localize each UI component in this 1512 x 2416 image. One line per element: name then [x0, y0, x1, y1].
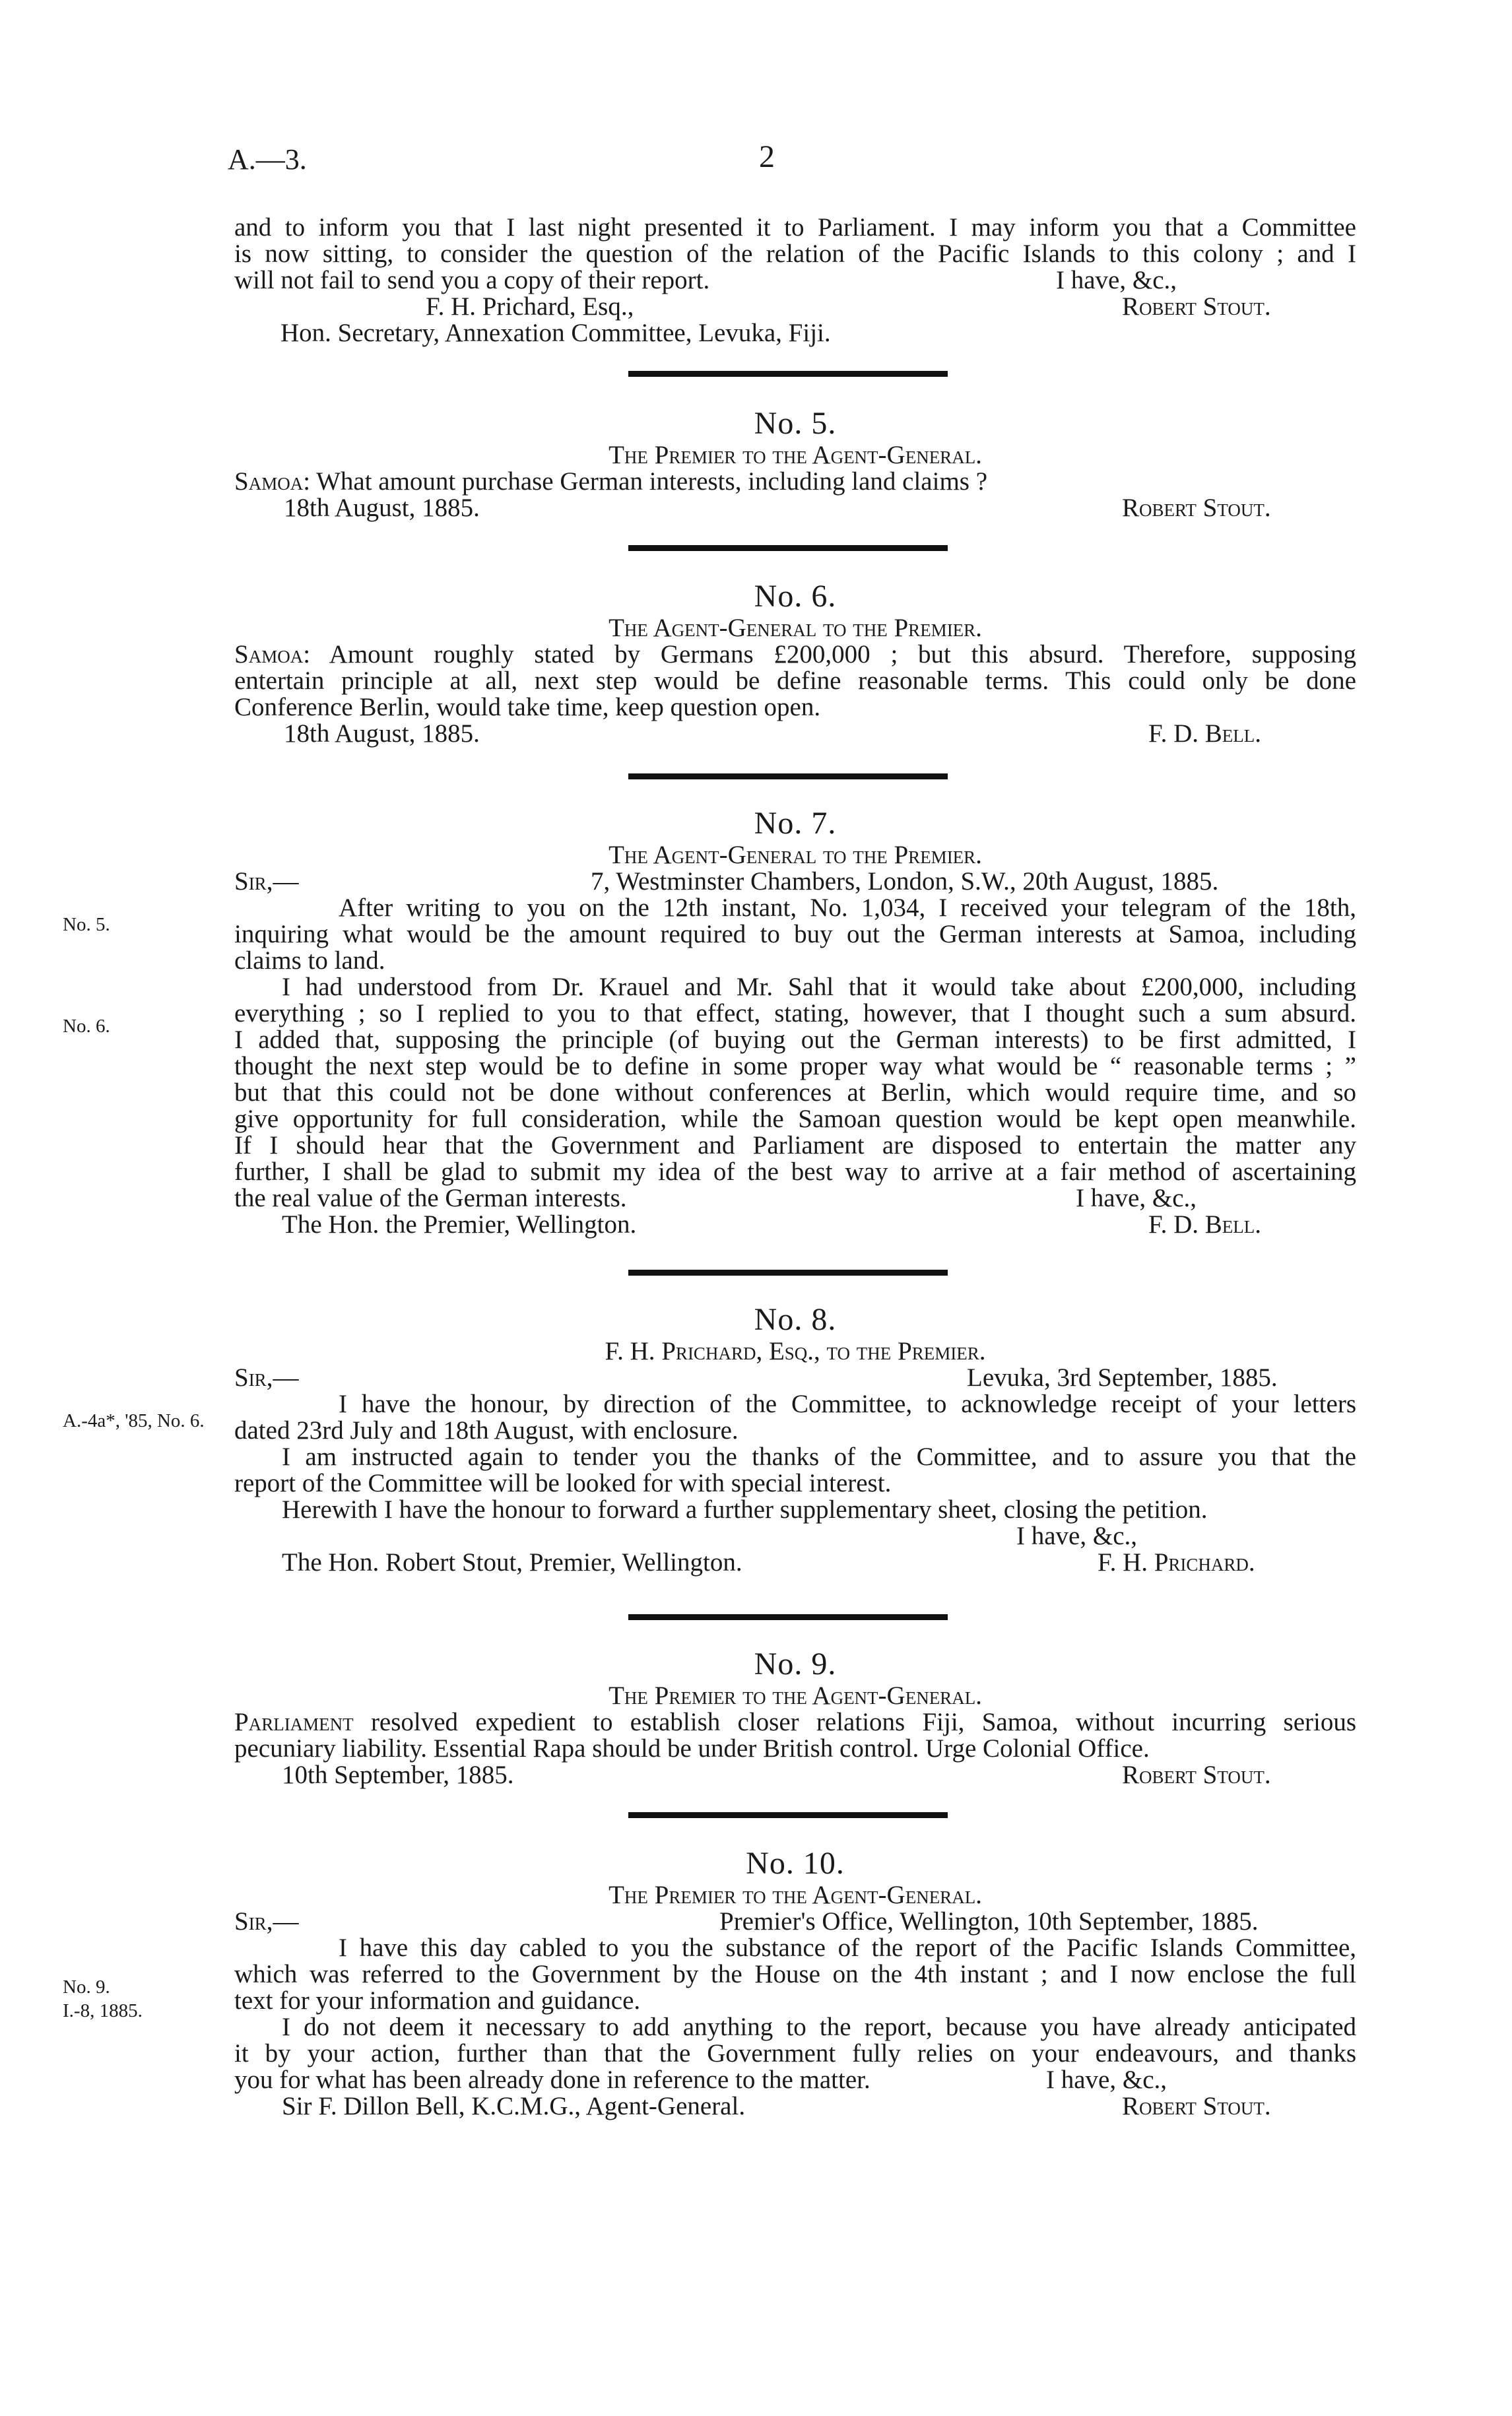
- paragraph-line: I do not deem it necessary to add anything to the report, because you have already anticipated: [282, 2013, 1356, 2041]
- closing-row: [234, 2067, 1356, 2093]
- letter-number: No. 6.: [754, 579, 837, 614]
- section-divider: [628, 371, 948, 377]
- salutation: Sir,—: [234, 867, 299, 896]
- intro-last-row: [234, 267, 1356, 294]
- section-divider: [628, 773, 948, 779]
- salutation-row: [234, 868, 1356, 895]
- paragraph-line: If I should hear that the Government and Parliament are disposed to entertain the matter any: [234, 1131, 1356, 1159]
- page-number: 2: [759, 139, 775, 174]
- signature: Robert Stout.: [1122, 292, 1271, 321]
- section-divider: [628, 1812, 948, 1818]
- paragraph-line: report of the Committee will be looked for with special interest.: [234, 1469, 892, 1497]
- letter-address: 7, Westminster Chambers, London, S.W., 20th August, 1885.: [591, 867, 1219, 896]
- letter-no-9: [234, 1646, 1356, 1788]
- letter-no-7: [234, 805, 1356, 1238]
- paragraph-line: Herewith I have the honour to forward a further supplementary sheet, closing the petition.: [282, 1495, 1208, 1524]
- letter-number: No. 9.: [754, 1647, 837, 1681]
- date-sign-row: [234, 721, 1356, 747]
- letter-heading: The Agent-General to the Premier.: [608, 614, 982, 642]
- paragraph-line: give opportunity for full consideration, while the Samoan question would be kept open meanwhile.: [234, 1105, 1356, 1133]
- closing-text: I have, &c.,: [1076, 1184, 1197, 1212]
- margin-note: No. 5.: [63, 914, 110, 935]
- paragraph-line: you for what has been already done in reference to the matter.: [234, 2066, 871, 2094]
- paragraph-line: thought the next step would be to define in some proper way what would be “ reasonable terms ; ”: [234, 1052, 1356, 1080]
- section-divider: [628, 1270, 948, 1276]
- paragraph-line: text for your information and guidance.: [234, 1986, 641, 2015]
- intro-last-line: will not fail to send you a copy of their report.: [234, 266, 710, 294]
- date-sign-row: [234, 1762, 1356, 1788]
- letter-date: 18th August, 1885.: [284, 719, 480, 748]
- page-ref: A.—3.: [228, 143, 307, 176]
- letter-no-10: [234, 1845, 1356, 2120]
- paragraph-line: dated 23rd July and 18th August, with enclosure.: [234, 1416, 739, 1445]
- closing-row: [234, 1185, 1356, 1212]
- paragraph-line: I have the honour, by direction of the Committee, to acknowledge receipt of your letters: [339, 1390, 1356, 1418]
- date-sign-row: [234, 2093, 1356, 2120]
- addressee: The Hon. the Premier, Wellington.: [282, 1210, 637, 1239]
- paragraph-line: the real value of the German interests.: [234, 1184, 627, 1212]
- salutation-row: [234, 1365, 1356, 1391]
- margin-note: No. 6.: [63, 1016, 110, 1037]
- letter-number: No. 7.: [754, 806, 837, 841]
- paragraph-line: inquiring what would be the amount required to buy out the German interests at Samoa, including: [234, 920, 1356, 948]
- addressee: Sir F. Dillon Bell, K.C.M.G., Agent-General.: [282, 2092, 746, 2120]
- letter-no-5: [234, 405, 1356, 521]
- date-sign-row: [234, 495, 1356, 521]
- signature: Robert Stout.: [1122, 494, 1271, 522]
- closing-text: I have, &c.,: [1056, 266, 1177, 294]
- telegram-subject: Samoa: [234, 467, 304, 496]
- salutation: Sir,—: [234, 1907, 299, 1936]
- telegram-text: : Amount roughly stated by Germans £200,000 ; but this absurd. Therefore, supposing: [303, 640, 1356, 669]
- letter-no-8: [234, 1301, 1356, 1576]
- paragraph-line: it by your action, further than that the Government fully relies on your endeavours, and thanks: [234, 2039, 1356, 2068]
- letter-number: No. 10.: [746, 1846, 845, 1881]
- addressee-title: Hon. Secretary, Annexation Committee, Levuka, Fiji.: [280, 319, 831, 347]
- date-sign-row: [234, 1550, 1356, 1576]
- letter-number: No. 5.: [754, 406, 837, 441]
- telegram-subject: Parliament: [234, 1708, 354, 1736]
- telegram-line: [234, 641, 1356, 668]
- date-sign-row: [234, 1212, 1356, 1238]
- margin-note: No. 9.: [63, 1976, 110, 1998]
- letter-heading: The Agent-General to the Premier.: [608, 841, 982, 869]
- salutation: Sir,—: [234, 1363, 299, 1392]
- letter-address: Levuka, 3rd September, 1885.: [967, 1363, 1278, 1392]
- addressee: The Hon. Robert Stout, Premier, Wellington.: [282, 1548, 742, 1577]
- letter-date: 10th September, 1885.: [282, 1761, 514, 1789]
- paragraph-line: I am instructed again to tender you the thanks of the Committee, and to assure you that the: [282, 1443, 1356, 1471]
- closing-text: I have, &c.,: [1016, 1522, 1138, 1550]
- signature: F. D. Bell.: [1148, 719, 1261, 748]
- paragraph-line: I have this day cabled to you the substance of the report of the Pacific Islands Committee,: [339, 1934, 1356, 1962]
- letter-date: 18th August, 1885.: [284, 494, 480, 522]
- telegram-text: : What amount purchase German interests, including land claims ?: [303, 467, 988, 496]
- margin-note: A.-4a*, '85, No. 6.: [63, 1410, 205, 1431]
- telegram-line: Conference Berlin, would take time, keep question open.: [234, 693, 821, 721]
- signature: F. H. Prichard.: [1098, 1548, 1255, 1577]
- telegram-line: [234, 469, 1356, 495]
- paragraph-line: further, I shall be glad to submit my idea of the best way to arrive at a fair method of ascertaining: [234, 1158, 1356, 1186]
- section-divider: [628, 1614, 948, 1620]
- letter-heading: The Premier to the Agent-General.: [608, 1881, 982, 1909]
- paragraph-line: I had understood from Dr. Krauel and Mr. Sahl that it would take about £200,000, including: [282, 973, 1356, 1001]
- letter-number: No. 8.: [754, 1302, 837, 1337]
- section-divider: [628, 545, 948, 551]
- signature: F. D. Bell.: [1148, 1210, 1261, 1239]
- telegram-line: [234, 1709, 1356, 1736]
- letter-heading: F. H. Prichard, Esq., to the Premier.: [605, 1337, 986, 1365]
- telegram-line: entertain principle at all, next step would be define reasonable terms. This could only be done: [234, 667, 1356, 695]
- intro-line: and to inform you that I last night presented it to Parliament. I may inform you that a Committee: [234, 213, 1356, 242]
- paragraph-line: but that this could not be done without conferences at Berlin, which would require time, and so: [234, 1078, 1356, 1107]
- telegram-text: resolved expedient to establish closer relations Fiji, Samoa, without incurring serious: [353, 1708, 1356, 1736]
- letter-heading: The Premier to the Agent-General.: [608, 1681, 982, 1710]
- paragraph-line: which was referred to the Government by the House on the 4th instant ; and I now enclose the full: [234, 1960, 1356, 1988]
- intro-line: is now sitting, to consider the question of the relation of the Pacific Islands to this colony ; and I: [234, 240, 1356, 268]
- intro-section: [234, 214, 1356, 346]
- signature: Robert Stout.: [1122, 1761, 1271, 1789]
- margin-note: I.-8, 1885.: [63, 2000, 143, 2021]
- letter-address: Premier's Office, Wellington, 10th September, 1885.: [719, 1907, 1259, 1936]
- paragraph-line: everything ; so I replied to you to that effect, stating, however, that I thought such a sum absurd.: [234, 999, 1356, 1028]
- addressee: F. H. Prichard, Esq.,: [426, 292, 634, 321]
- letter-heading: The Premier to the Agent-General.: [608, 441, 982, 469]
- letter-no-6: [234, 578, 1356, 747]
- salutation-row: [234, 1909, 1356, 1935]
- telegram-subject: Samoa: [234, 640, 304, 669]
- paragraph-line: claims to land.: [234, 946, 385, 975]
- closing-text: I have, &c.,: [1046, 2066, 1167, 2094]
- paragraph-line: I added that, supposing the principle (of buying out the German interests) to be first admitted, I: [234, 1026, 1356, 1054]
- paragraph-line: After writing to you on the 12th instant, No. 1,034, I received your telegram of the 18th,: [339, 894, 1356, 922]
- signature: Robert Stout.: [1122, 2092, 1271, 2120]
- intro-sign-row: [234, 294, 1356, 320]
- telegram-line: pecuniary liability. Essential Rapa should be under British control. Urge Colonial Office.: [234, 1734, 1150, 1763]
